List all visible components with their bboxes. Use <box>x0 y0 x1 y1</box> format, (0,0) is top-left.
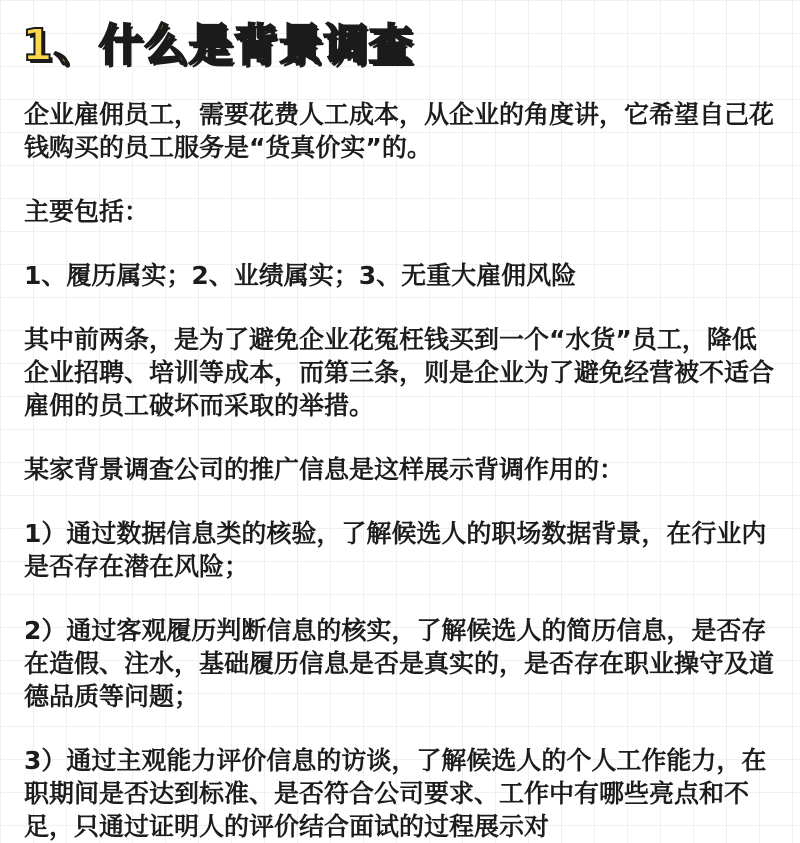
paragraph-list: 1、履历属实；2、业绩属实；3、无重大雇佣风险 <box>24 261 577 290</box>
paragraph-promo-intro: 某家背景调查公司的推广信息是这样展示背调作用的： <box>24 455 625 484</box>
article-body <box>24 98 776 843</box>
paragraph-includes-label: 主要包括： <box>24 197 150 226</box>
paragraph-point-2: 2）通过客观履历判断信息的核实，了解候选人的简历信息，是否存在造假、注水，基础履历信息是否是真实的，是否存在职业操守及道德品质等问题； <box>24 616 775 711</box>
page-title: 1、什么是背景调查 <box>22 20 414 71</box>
paragraph-point-3: 3）通过主观能力评价信息的访谈，了解候选人的个人工作能力，在职期间是否达到标准、是否符合公司要求、工作中有哪些亮点和不足，只通过证明人的评价结合面试的过程展示对 <box>24 746 767 841</box>
paragraph-intro: 企业雇佣员工，需要花费人工成本，从企业的角度讲，它希望自己花钱购买的员工服务是“货真价实”的。 <box>24 100 775 162</box>
paragraph-explanation: 其中前两条，是为了避免企业花冤枉钱买到一个“水货”员工，降低企业招聘、培训等成本，而第三条，则是企业为了避免经营被不适合雇佣的员工破坏而采取的举措。 <box>24 325 775 420</box>
paragraph-point-1: 1）通过数据信息类的核验，了解候选人的职场数据背景，在行业内是否存在潜在风险； <box>24 519 767 581</box>
section-heading <box>22 18 414 74</box>
